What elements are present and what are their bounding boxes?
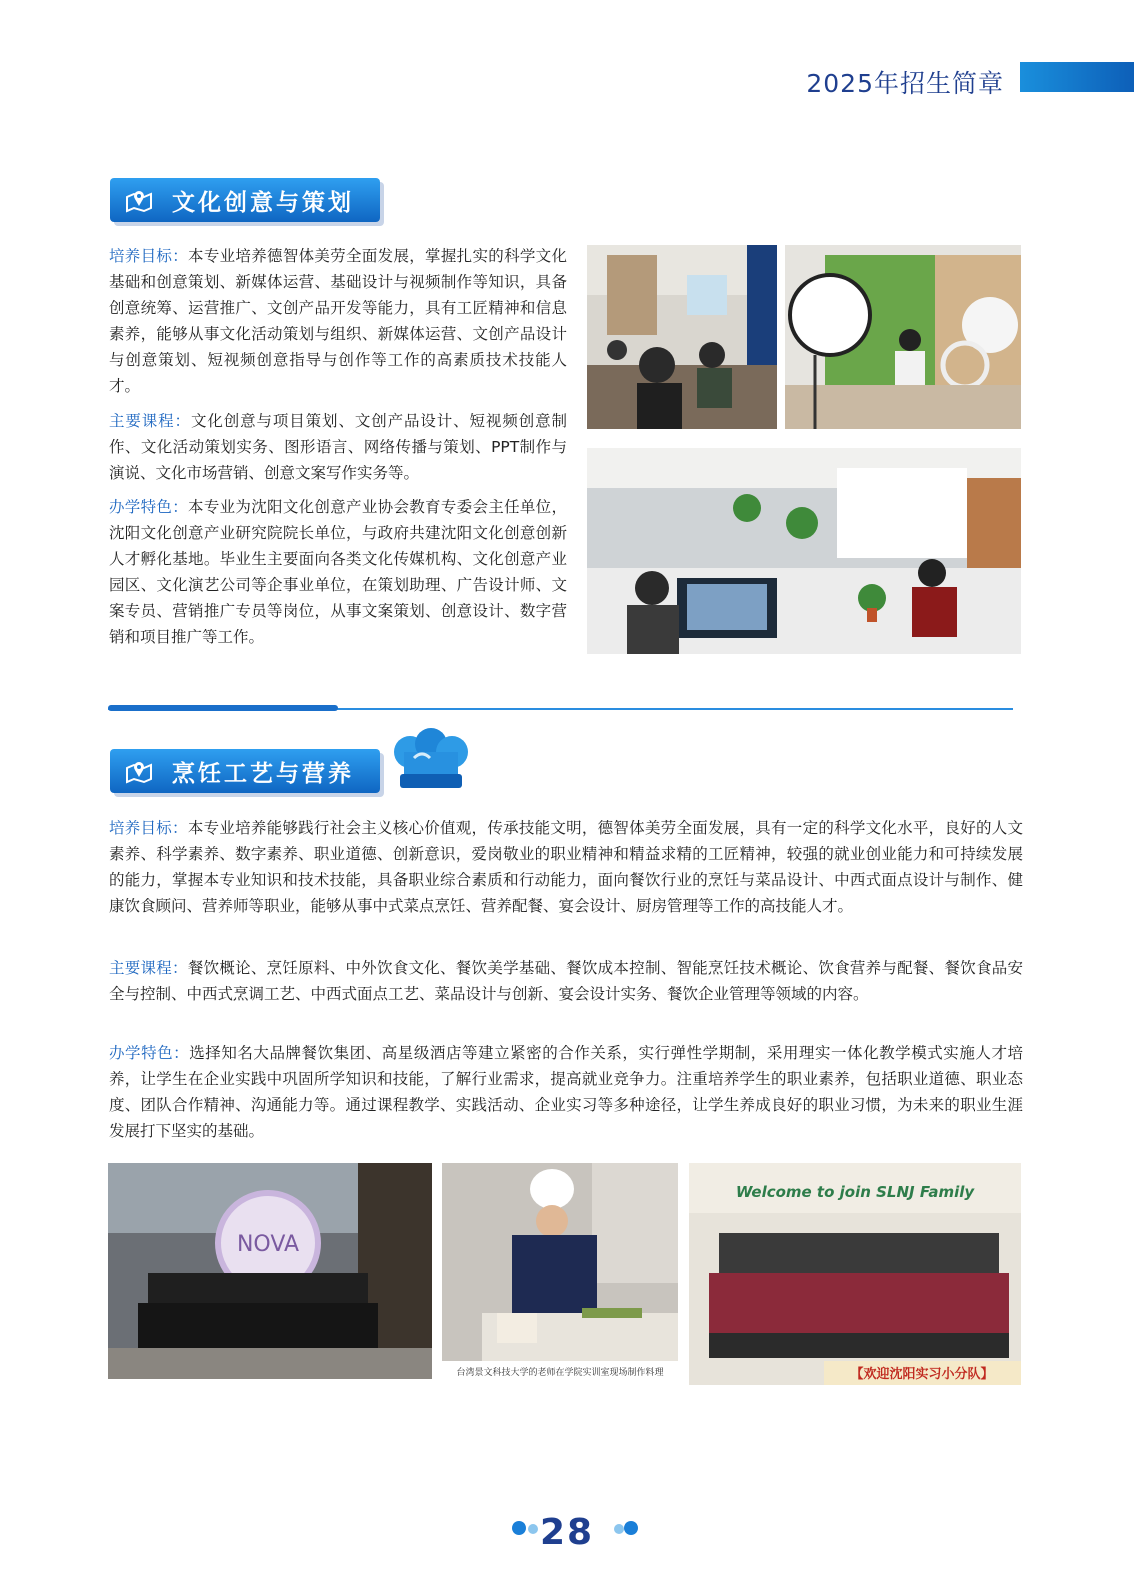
photo-classroom <box>587 245 777 429</box>
goal-text: 本专业培养能够践行社会主义核心价值观，传承技能文明，德智体美劳全面发展，具有一定的科学文化水平，良好的人文素养、科学素养、数字素养、职业道德、创新意识，爱岗敬业的职业精神和精益求精的工匠精神，较强的就业创业能力和可持续发展的能力，掌握本专业知识和技术技能，具备职业综合素质和行动能力，面向餐饮行业的烹饪与菜品设计、中西式面点设计与制作、健康饮食顾问、营养师等职业，能够从事中式菜点烹饪、营养配餐、宴会设计、厨房管理等工作的高技能人才。 <box>109 819 1023 915</box>
section-title-culture <box>110 178 380 222</box>
cooking-courses <box>109 955 1023 1007</box>
course-text: 餐饮概论、烹饪原料、中外饮食文化、餐饮美学基础、餐饮成本控制、智能烹饪技术概论、饮食营养与配餐、餐饮食品安全与控制、中西式烹调工艺、中西式面点工艺、菜品设计与创新、宴会设计实务、餐饮企业管理等领域的内容。 <box>109 959 1023 1003</box>
course-label: 主要课程： <box>109 412 191 430</box>
culture-goal <box>109 243 567 399</box>
section-title-text: 烹饪工艺与营养 <box>172 760 354 787</box>
photo-chef-demo <box>442 1163 678 1379</box>
map-location-icon <box>124 187 154 213</box>
section-title-text: 文化创意与策划 <box>172 189 354 216</box>
cooking-goal <box>109 815 1023 919</box>
page-number: 28 <box>539 1512 595 1553</box>
photo-group-students <box>108 1163 432 1379</box>
page-dot-right <box>624 1521 638 1535</box>
welcome-banner: Welcome to join SLNJ Family <box>735 1183 975 1201</box>
photo-studio <box>785 245 1021 429</box>
photo-internship-team <box>689 1163 1021 1385</box>
feature-label: 办学特色： <box>109 1044 190 1062</box>
cooking-features <box>109 1040 1023 1144</box>
feature-label: 办学特色： <box>109 498 189 516</box>
header-bar <box>1020 62 1134 92</box>
photo-office <box>587 448 1021 654</box>
venue-sign: NOVA <box>236 1232 300 1257</box>
map-location-icon <box>124 758 154 784</box>
section-divider-accent <box>108 705 338 711</box>
culture-features <box>109 494 567 650</box>
page-dot-right-small <box>614 1524 624 1534</box>
goal-text: 本专业培养德智体美劳全面发展，掌握扎实的科学文化基础和创意策划、新媒体运营、基础设计与视频制作等知识，具备创意统筹、运营推广、文创产品开发等能力，具有工匠精神和信息素养，能够从事文化活动策划与组织、新媒体运营、文创产品设计与创意策划、短视频创意指导与创作等工作的高素质技术技能人才。 <box>109 247 567 395</box>
course-label: 主要课程： <box>109 959 188 977</box>
culture-courses <box>109 408 567 486</box>
goal-label: 培养目标： <box>109 819 188 837</box>
chef-photo-caption: 台湾景文科技大学的老师在学院实训室现场制作料理 <box>456 1368 664 1378</box>
course-text: 文化创意与项目策划、文创产品设计、短视频创意制作、文化活动策划实务、图形语言、网络传播与策划、PPT制作与演说、文化市场营销、创意文案写作实务等。 <box>109 412 567 482</box>
brochure-title: 2025年招生简章 <box>806 69 1004 98</box>
chef-hat-icon <box>386 728 476 792</box>
feature-text: 选择知名大品牌餐饮集团、高星级酒店等建立紧密的合作关系，实行弹性学期制，采用理实一体化教学模式实施人才培养，让学生在企业实践中巩固所学知识和技能，了解行业需求，提高就业竞争力。注重培养学生的职业素养，包括职业道德、职业态度、团队合作精神、沟通能力等。通过课程教学、实践活动、企业实习等多种途径，让学生养成良好的职业习惯，为未来的职业生涯发展打下坚实的基础。 <box>109 1044 1023 1140</box>
goal-label: 培养目标： <box>109 247 189 265</box>
section-title-cooking <box>110 749 380 793</box>
team-banner: 【欢迎沈阳实习小分队】 <box>850 1367 994 1382</box>
feature-text: 本专业为沈阳文化创意产业协会教育专委会主任单位，沈阳文化创意产业研究院院长单位，与政府共建沈阳文化创意创新人才孵化基地。毕业生主要面向各类文化传媒机构、文化创意产业园区、文化演艺公司等企事业单位，在策划助理、广告设计师、文案专员、营销推广专员等岗位，从事文案策划、创意设计、数字营销和项目推广等工作。 <box>109 498 567 646</box>
